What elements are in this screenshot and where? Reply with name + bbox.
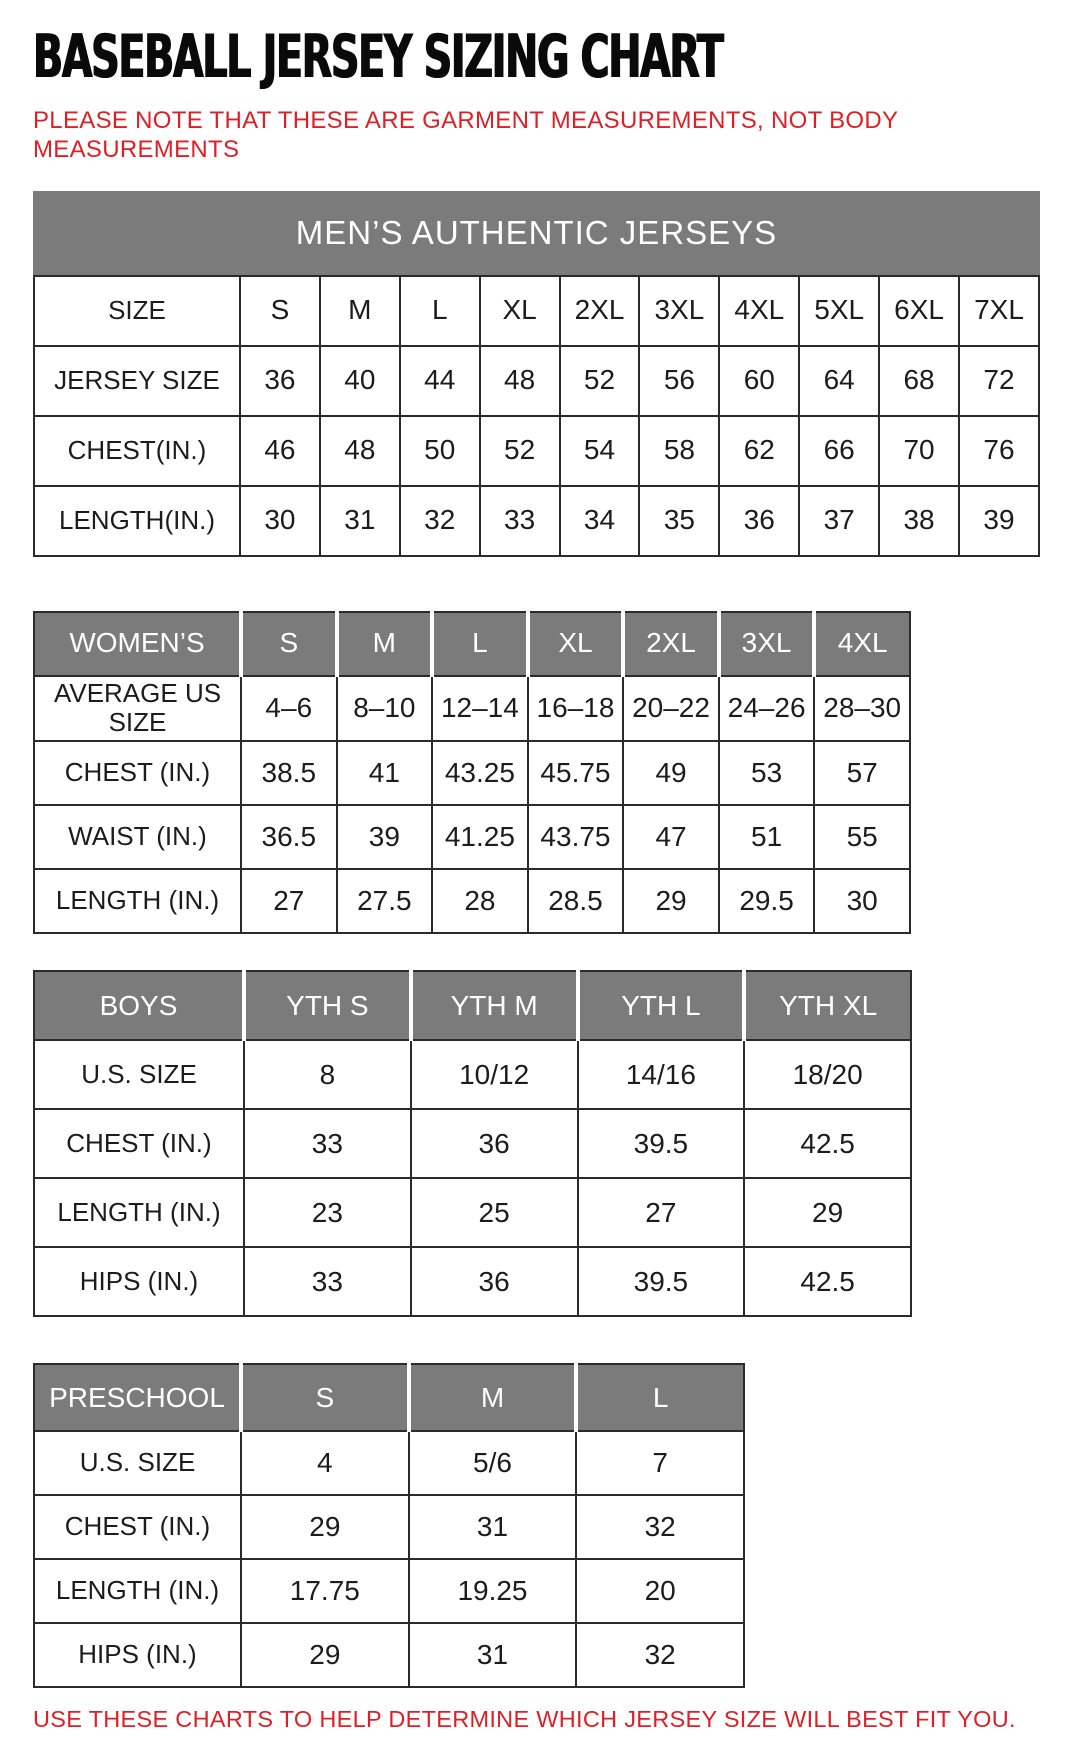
table-row	[34, 805, 910, 869]
table-row	[34, 1559, 744, 1623]
value-cell: 23	[244, 1178, 411, 1247]
row-label-cell: CHEST (IN.)	[34, 741, 241, 805]
value-cell: 62	[719, 416, 799, 486]
value-cell: 4–6	[241, 676, 337, 742]
value-cell: 42.5	[744, 1109, 911, 1178]
mens-size-table	[33, 275, 1040, 557]
value-cell: 54	[560, 416, 640, 486]
value-cell: L	[400, 276, 480, 346]
size-header-cell: L	[432, 612, 528, 676]
value-cell: 33	[480, 486, 560, 556]
table-row	[34, 1623, 744, 1687]
boys-size-table	[33, 970, 912, 1317]
footer-advice-text: USE THESE CHARTS TO HELP DETERMINE WHICH JERSEY SIZE WILL BEST FIT YOU.	[33, 1706, 1016, 1733]
boys-table-body	[34, 1040, 911, 1316]
table-row	[34, 741, 910, 805]
value-cell: 2XL	[560, 276, 640, 346]
value-cell: 48	[480, 346, 560, 416]
row-label-cell: JERSEY SIZE	[34, 346, 240, 416]
value-cell: 36	[411, 1247, 578, 1316]
value-cell: 8	[244, 1040, 411, 1109]
row-label-cell: CHEST(IN.)	[34, 416, 240, 486]
table-row	[34, 1431, 744, 1495]
row-label-cell: WAIST (IN.)	[34, 805, 241, 869]
value-cell: 39.5	[578, 1109, 745, 1178]
value-cell: 3XL	[639, 276, 719, 346]
value-cell: 39	[959, 486, 1039, 556]
value-cell: 45.75	[528, 741, 624, 805]
value-cell: 68	[879, 346, 959, 416]
size-header-cell: S	[241, 612, 337, 676]
value-cell: 27	[241, 869, 337, 933]
table-row	[34, 1247, 911, 1316]
value-cell: 40	[320, 346, 400, 416]
size-header-cell: M	[409, 1364, 577, 1431]
value-cell: 7	[576, 1431, 744, 1495]
value-cell: 39	[337, 805, 433, 869]
value-cell: 52	[560, 346, 640, 416]
value-cell: 7XL	[959, 276, 1039, 346]
value-cell: S	[240, 276, 320, 346]
size-header-cell: 3XL	[719, 612, 815, 676]
value-cell: 56	[639, 346, 719, 416]
value-cell: 42.5	[744, 1247, 911, 1316]
table-row	[34, 1178, 911, 1247]
value-cell: 53	[719, 741, 815, 805]
value-cell: 50	[400, 416, 480, 486]
value-cell: 8–10	[337, 676, 433, 742]
row-label-cell: LENGTH (IN.)	[34, 1178, 244, 1247]
value-cell: 41.25	[432, 805, 528, 869]
row-label-cell: LENGTH (IN.)	[34, 1559, 241, 1623]
value-cell: 36	[411, 1109, 578, 1178]
value-cell: 47	[623, 805, 719, 869]
table-row	[34, 676, 910, 742]
womens-size-table	[33, 611, 911, 935]
table-row	[34, 276, 1039, 346]
value-cell: 25	[411, 1178, 578, 1247]
size-header-cell: YTH XL	[744, 971, 911, 1040]
value-cell: 31	[409, 1495, 577, 1559]
value-cell: M	[320, 276, 400, 346]
value-cell: 36.5	[241, 805, 337, 869]
mens-banner: MEN’S AUTHENTIC JERSEYS	[33, 191, 1040, 275]
size-header-cell: 2XL	[623, 612, 719, 676]
garment-measurements-note: PLEASE NOTE THAT THESE ARE GARMENT MEASUREMENTS, NOT BODY MEASUREMENTS	[33, 107, 898, 164]
womens-table-body	[34, 676, 910, 934]
size-header-cell: L	[576, 1364, 744, 1431]
size-header-cell: XL	[528, 612, 624, 676]
value-cell: 27.5	[337, 869, 433, 933]
value-cell: 4	[241, 1431, 409, 1495]
value-cell: 5/6	[409, 1431, 577, 1495]
boys-header-row	[34, 971, 911, 1040]
value-cell: 4XL	[719, 276, 799, 346]
preschool-section	[33, 1363, 1047, 1688]
value-cell: 57	[814, 741, 910, 805]
value-cell: 43.25	[432, 741, 528, 805]
table-row	[34, 1109, 911, 1178]
group-label-cell: PRESCHOOL	[34, 1364, 241, 1431]
row-label-cell: CHEST (IN.)	[34, 1495, 241, 1559]
value-cell: 64	[799, 346, 879, 416]
value-cell: 32	[400, 486, 480, 556]
value-cell: 14/16	[578, 1040, 745, 1109]
value-cell: 37	[799, 486, 879, 556]
value-cell: 34	[560, 486, 640, 556]
value-cell: 28.5	[528, 869, 624, 933]
value-cell: XL	[480, 276, 560, 346]
value-cell: 28–30	[814, 676, 910, 742]
value-cell: 70	[879, 416, 959, 486]
value-cell: 60	[719, 346, 799, 416]
value-cell: 29	[241, 1623, 409, 1687]
value-cell: 5XL	[799, 276, 879, 346]
value-cell: 51	[719, 805, 815, 869]
value-cell: 16–18	[528, 676, 624, 742]
value-cell: 31	[409, 1623, 577, 1687]
value-cell: 32	[576, 1623, 744, 1687]
preschool-table-body	[34, 1431, 744, 1687]
value-cell: 29.5	[719, 869, 815, 933]
table-row	[34, 486, 1039, 556]
value-cell: 29	[623, 869, 719, 933]
value-cell: 32	[576, 1495, 744, 1559]
value-cell: 30	[814, 869, 910, 933]
value-cell: 52	[480, 416, 560, 486]
table-row	[34, 1495, 744, 1559]
value-cell: 29	[744, 1178, 911, 1247]
row-label-cell: LENGTH(IN.)	[34, 486, 240, 556]
value-cell: 55	[814, 805, 910, 869]
value-cell: 36	[719, 486, 799, 556]
row-label-cell: AVERAGE US SIZE	[34, 676, 241, 742]
size-header-cell: 4XL	[814, 612, 910, 676]
size-header-cell: YTH L	[578, 971, 745, 1040]
size-header-cell: YTH M	[411, 971, 578, 1040]
table-row	[34, 869, 910, 933]
boys-section	[33, 970, 1047, 1317]
value-cell: 58	[639, 416, 719, 486]
mens-section	[33, 191, 1047, 557]
value-cell: 49	[623, 741, 719, 805]
value-cell: 6XL	[879, 276, 959, 346]
value-cell: 24–26	[719, 676, 815, 742]
value-cell: 31	[320, 486, 400, 556]
size-header-cell: YTH S	[244, 971, 411, 1040]
value-cell: 41	[337, 741, 433, 805]
value-cell: 12–14	[432, 676, 528, 742]
womens-section	[33, 611, 1047, 935]
value-cell: 28	[432, 869, 528, 933]
value-cell: 72	[959, 346, 1039, 416]
value-cell: 19.25	[409, 1559, 577, 1623]
table-row	[34, 346, 1039, 416]
value-cell: 46	[240, 416, 320, 486]
value-cell: 20–22	[623, 676, 719, 742]
value-cell: 44	[400, 346, 480, 416]
value-cell: 27	[578, 1178, 745, 1247]
group-label-cell: WOMEN’S	[34, 612, 241, 676]
womens-header-row	[34, 612, 910, 676]
preschool-header-row	[34, 1364, 744, 1431]
row-label-cell: SIZE	[34, 276, 240, 346]
value-cell: 66	[799, 416, 879, 486]
row-label-cell: LENGTH (IN.)	[34, 869, 241, 933]
page-title: BASEBALL JERSEY SIZING CHART	[33, 22, 723, 92]
value-cell: 20	[576, 1559, 744, 1623]
group-label-cell: BOYS	[34, 971, 244, 1040]
mens-table-body	[34, 276, 1039, 556]
row-label-cell: U.S. SIZE	[34, 1040, 244, 1109]
size-header-cell: M	[337, 612, 433, 676]
value-cell: 29	[241, 1495, 409, 1559]
table-row	[34, 416, 1039, 486]
value-cell: 33	[244, 1247, 411, 1316]
row-label-cell: CHEST (IN.)	[34, 1109, 244, 1178]
value-cell: 38	[879, 486, 959, 556]
row-label-cell: U.S. SIZE	[34, 1431, 241, 1495]
value-cell: 10/12	[411, 1040, 578, 1109]
value-cell: 33	[244, 1109, 411, 1178]
value-cell: 18/20	[744, 1040, 911, 1109]
value-cell: 76	[959, 416, 1039, 486]
value-cell: 38.5	[241, 741, 337, 805]
value-cell: 39.5	[578, 1247, 745, 1316]
value-cell: 30	[240, 486, 320, 556]
value-cell: 48	[320, 416, 400, 486]
value-cell: 36	[240, 346, 320, 416]
value-cell: 35	[639, 486, 719, 556]
size-header-cell: S	[241, 1364, 409, 1431]
preschool-size-table	[33, 1363, 745, 1688]
value-cell: 43.75	[528, 805, 624, 869]
value-cell: 17.75	[241, 1559, 409, 1623]
row-label-cell: HIPS (IN.)	[34, 1247, 244, 1316]
table-row	[34, 1040, 911, 1109]
row-label-cell: HIPS (IN.)	[34, 1623, 241, 1687]
